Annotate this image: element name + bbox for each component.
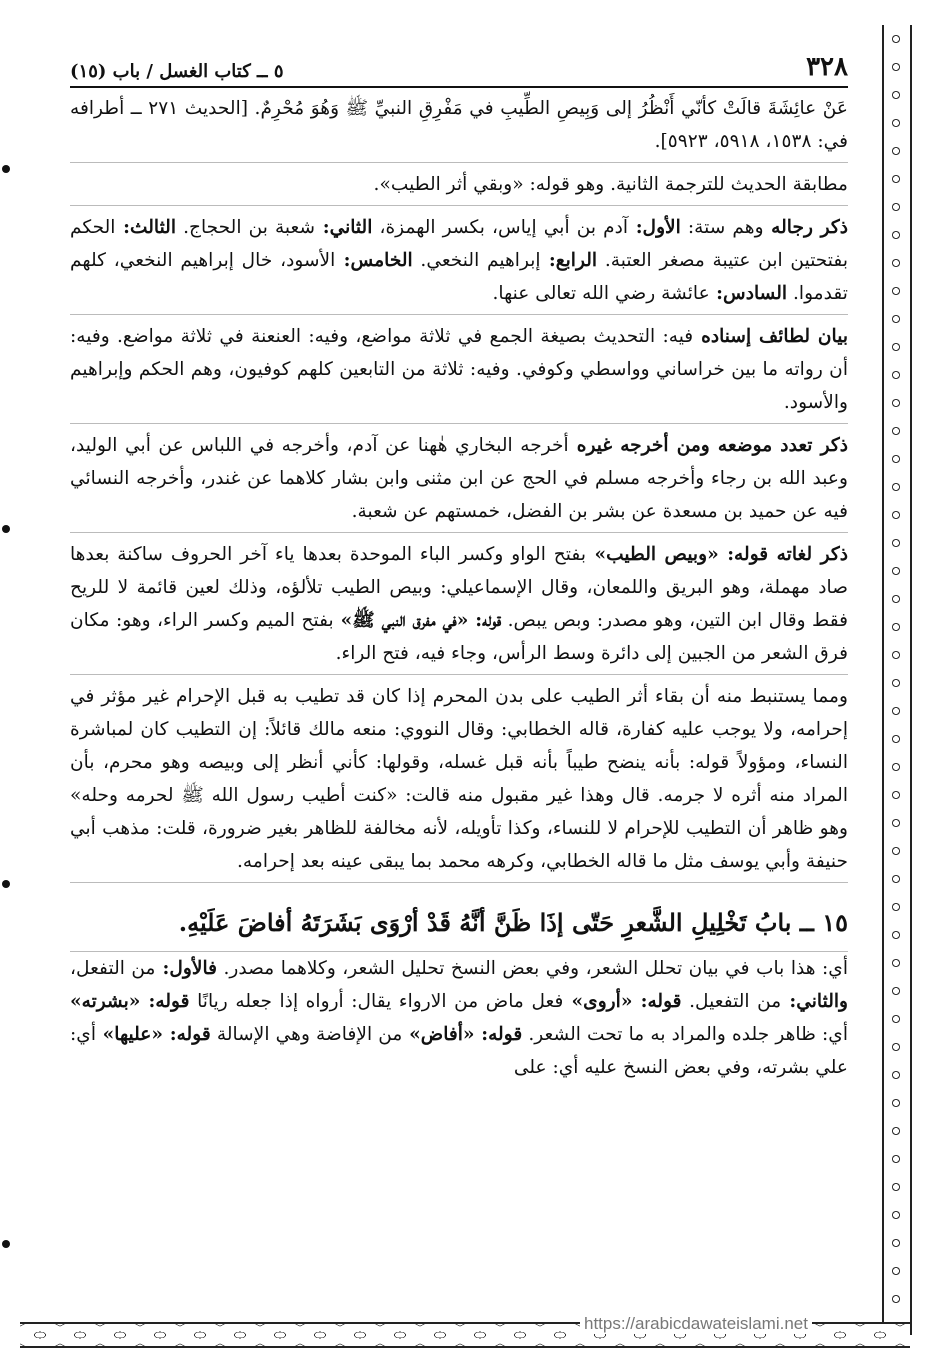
running-title: ٥ ــ كتاب الغسل / باب (١٥) bbox=[70, 61, 284, 82]
margin-dot bbox=[2, 525, 10, 533]
text-segment: فيه: التحديث بصيغة الجمع في ثلاثة مواضع، وفيه: العنعنة في ثلاثة مواضع. وفيه: أن رواته ما بين خراساني وواسطي وكوفي. وفيه: ثلاثة من التابعين كلهم كوفيون، وهم الحكم وإبراهيم والأسود. bbox=[70, 326, 848, 413]
bold-text-segment: قوله: «في مفرق النبي ﷺ» bbox=[333, 610, 502, 631]
text-segment: ومما يستنبط منه أن بقاء أثر الطيب على بدن المحرم إذا كان قد تطيب به قبل الإحرام غير مؤثر في إحرامه، ولا يوجب عليه كفارة، قاله الخطابي: وقال النووي: منعه مالك قائلاً: إن التطيب كان لمباشرة النساء، ومؤولاً قوله: بأنه ينضح طيباً بأنه قبل غسله، وقولها: كأني أنظر إلى وبيصه وهو محرم، بأن المراد منه أثره لا جرمه. قال وهذا غير مقبول منه قالت: «كنت أطيب رسول الله ﷺ لحرمه وحله» وهو ظاهر أن التطيب للإحرام لا للنساء، وكذا تأويله، لأنه مخالفة للظاهر بغير ضرورة، قلت: مذهب أبي حنيفة وأبي يوسف مثل ما قاله الخطابي، وكرهه محمد بما يبقى عينه بعد إحرامه. bbox=[70, 686, 848, 872]
closing-paragraph bbox=[70, 952, 848, 1088]
body-text bbox=[70, 92, 848, 882]
text-segment: أخرجه البخاري هٰهنا عن آدم، وأخرجه في اللباس عن أبي الوليد، وعبد الله بن رجاء وأخرجه مسلم في الحج عن ابن مثنى وابن بشار كلاهما عن غندر، وأخرجه النسائي فيه عن حميد بن مسعدة عن بشر بن الفضل، خمستهم عن شعبة. bbox=[70, 435, 848, 522]
text-segment: شعبة بن الحجاج. bbox=[176, 217, 316, 238]
text-segment: إبراهيم النخعي. bbox=[412, 250, 541, 271]
chapter-title: ١٥ ــ بابُ تَخْلِيلِ الشَّعرِ حَتّى إذَا ظَنَّ أنَّهُ قَدْ أرْوَى بَشَرَتَهُ أفاضَ عَلَيْهِ. bbox=[70, 882, 848, 952]
paragraph bbox=[70, 92, 848, 162]
text-segment: فعل ماض من الارواء يقال: أرواه إذا جعله ريانًا bbox=[189, 991, 564, 1012]
paragraph bbox=[70, 674, 848, 882]
bold-text-segment: والثاني: bbox=[781, 991, 849, 1012]
text-segment: أي: هذا باب في بيان تحلل الشعر، وفي بعض النسخ تحليل الشعر، وكلاهما مصدر. bbox=[217, 958, 848, 979]
margin-dot bbox=[2, 880, 10, 888]
text-segment: من الإفاضة وهي الإسالة bbox=[210, 1024, 403, 1045]
bold-text-segment: الرابع: bbox=[540, 250, 598, 271]
margin-dot bbox=[2, 1240, 10, 1248]
text-segment: آدم بن أبي إياس، بكسر الهمزة، bbox=[372, 217, 629, 238]
bold-text-segment: الخامس: bbox=[335, 250, 413, 271]
paragraph bbox=[70, 162, 848, 205]
bold-text-segment: الثالث: bbox=[115, 217, 177, 238]
text-segment: أي: ظاهر جلده والمراد به ما تحت الشعر. bbox=[522, 1024, 848, 1045]
watermark-url: https://arabicdawateislami.net bbox=[580, 1314, 812, 1334]
text-segment: الحكم بفتحتين ابن عتيبة مصغر العتبة. bbox=[70, 217, 848, 271]
text-segment: عائشة رضي الله تعالى عنها. bbox=[492, 283, 710, 304]
page-header bbox=[70, 52, 848, 88]
bold-text-segment: ذكر رجاله bbox=[763, 217, 848, 238]
bold-text-segment: الأول: bbox=[628, 217, 681, 238]
bold-text-segment: ذكر تعدد موضعه ومن أخرجه غيره bbox=[568, 435, 848, 456]
text-segment: الأسود، خال إبراهيم النخعي، كلهم تقدموا. bbox=[70, 250, 848, 304]
text-segment: بفتح الواو وكسر الباء الموحدة بعدها ياء آخر الحروف ساكنة بعدها صاد مهملة، وهو البريق واللمعان، وقال الإسماعيلي: وبيص الطيب تلألؤه، وذلك لعين قائمة لا للريح فقط وقال ابن التين، وهو مصدر: وبص يبص. bbox=[70, 544, 848, 631]
decorative-border-right bbox=[882, 25, 910, 1335]
text-segment: عَنْ عائِشَةَ قالَتْ كأنّي أَنْظُرُ إلى وَبِيصِ الطِّيبِ في مَفْرِقِ النبيِّ ﷺ وَهُوَ مُحْرِمٌ. [الحديث ٢٧١ ــ أطرافه في: ١٥٣٨، ٥٩١٨، ٥٩٢٣]. bbox=[70, 98, 848, 152]
text-segment: من التفعيل. bbox=[681, 991, 782, 1012]
text-segment: بفتح الميم وكسر الراء، وهو: مكان فرق الشعر من الجبين إلى دائرة وسط الرأس، وجاء فيه، فتح الراء. bbox=[70, 610, 848, 664]
page-content bbox=[70, 52, 848, 1088]
bold-text-segment: قوله: «بشرته» bbox=[70, 991, 190, 1012]
page-number: ٣٢٨ bbox=[806, 52, 848, 82]
paragraph bbox=[70, 205, 848, 314]
bold-text-segment: قوله: «أفاض» bbox=[402, 1024, 523, 1045]
bold-text-segment: قوله: «أروى» bbox=[563, 991, 682, 1012]
text-segment: أي: علي بشرته، وفي بعض النسخ عليه أي: على bbox=[70, 1024, 848, 1078]
bold-text-segment: ذكر لغاته قوله: «وبيص الطيب» bbox=[586, 544, 848, 565]
paragraph bbox=[70, 532, 848, 674]
margin-dot bbox=[2, 165, 10, 173]
bold-text-segment: بيان لطائف إسناده bbox=[693, 326, 848, 347]
text-segment: وهم ستة: bbox=[680, 217, 764, 238]
text-segment: من التفعل، bbox=[70, 958, 156, 979]
paragraph bbox=[70, 314, 848, 423]
text-segment: مطابقة الحديث للترجمة الثانية. وهو قوله: «وبقي أثر الطيب». bbox=[373, 174, 848, 195]
bold-text-segment: فالأول: bbox=[155, 958, 218, 979]
paragraph bbox=[70, 423, 848, 532]
bold-text-segment: قوله: «عليها» bbox=[95, 1024, 211, 1045]
bold-text-segment: السادس: bbox=[709, 283, 788, 304]
bold-text-segment: الثاني: bbox=[315, 217, 373, 238]
